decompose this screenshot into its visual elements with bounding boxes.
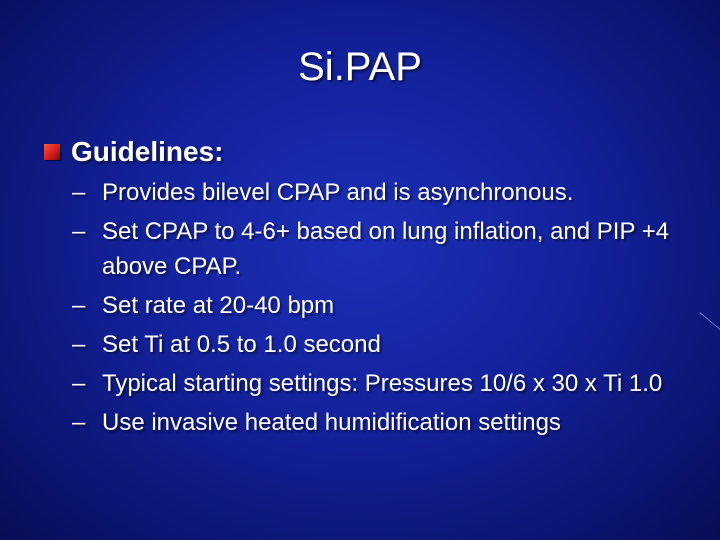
dash-bullet: – (72, 409, 86, 436)
dash-bullet: – (72, 179, 86, 206)
list-item-text: Set rate at 20-40 bpm (102, 292, 335, 319)
decorative-line (699, 312, 720, 332)
slide-title: Si.PAP (298, 45, 422, 89)
list-item (72, 327, 702, 362)
list-item-text: Set CPAP to 4-6+ based on lung inflation, and PIP +4 above CPAP. (102, 218, 670, 280)
dash-bullet: – (72, 331, 86, 358)
list-item-text: Provides bilevel CPAP and is asynchronous. (102, 179, 574, 206)
list-item (72, 214, 702, 284)
dash-bullet: – (72, 370, 86, 397)
guidelines-list (72, 175, 702, 444)
list-item (72, 175, 702, 210)
list-item (72, 366, 702, 401)
list-item (72, 405, 702, 440)
list-item-text: Set Ti at 0.5 to 1.0 second (102, 331, 381, 358)
guidelines-heading: Guidelines: (71, 136, 224, 167)
list-item (72, 288, 702, 323)
dash-bullet: – (72, 292, 86, 319)
square-bullet-icon (44, 144, 60, 160)
dash-bullet: – (72, 218, 86, 245)
list-item-text: Use invasive heated humidification settings (102, 409, 561, 436)
list-item-text: Typical starting settings: Pressures 10/6 x 30 x Ti 1.0 (102, 370, 663, 397)
